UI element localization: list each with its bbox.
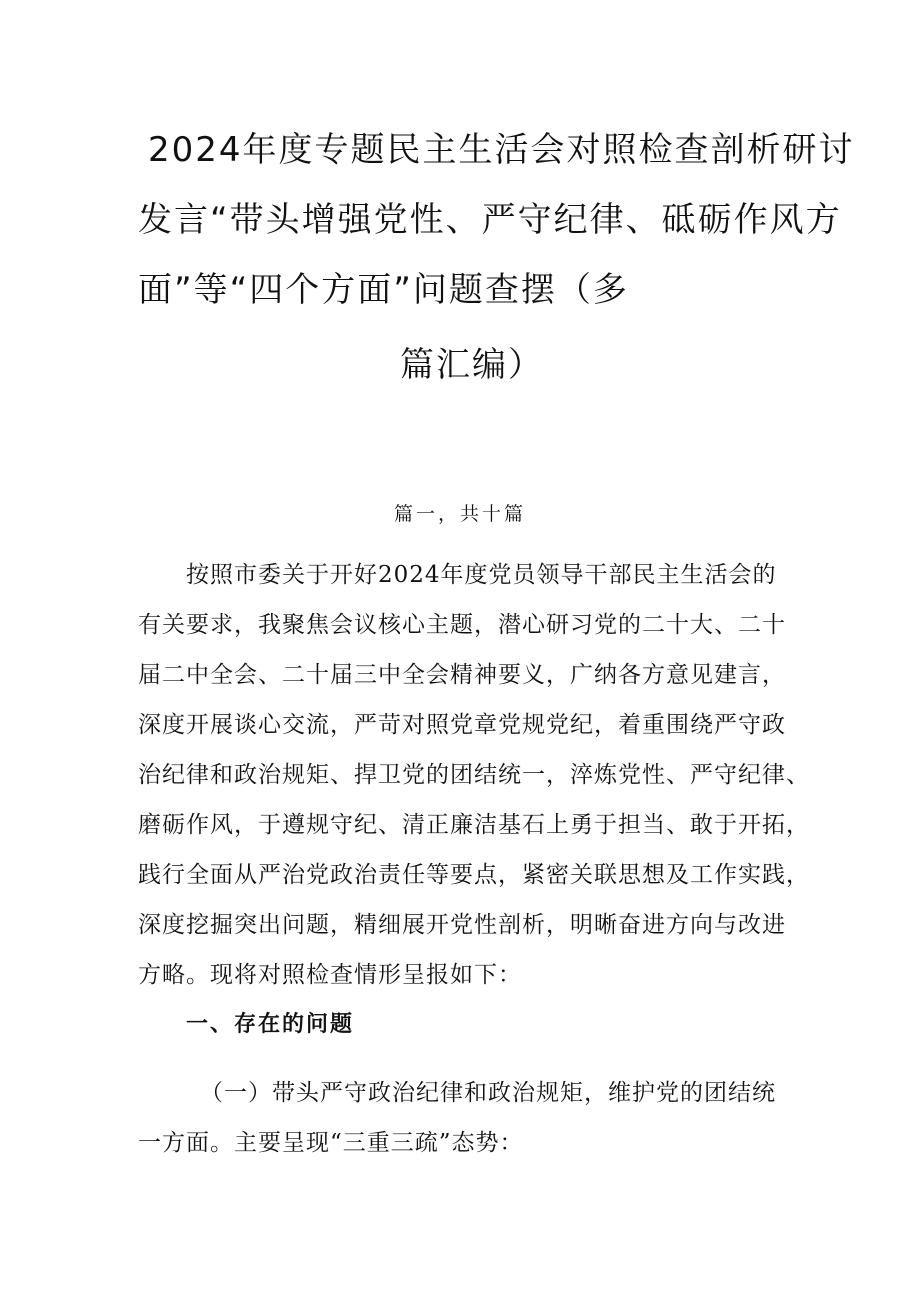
intro-line-7: 践行全面从严治党政治责任等要点，紧密关联思想及工作实践， <box>138 862 810 888</box>
section-heading-problems: 一、存在的问题 <box>186 1012 355 1037</box>
intro-line-6: 磨砺作风，于遵规守纪、清正廉洁基石上勇于担当、敢于开拓， <box>138 812 810 838</box>
document-title-line-1: 2024年度专题民主生活会对照检查剖析研讨 <box>148 130 855 170</box>
document-title-line-3: 面”等“四个方面”问题查摆（多 <box>138 270 629 310</box>
sub-paragraph-line-1: （一）带头严守政治纪律和政治规矩，维护党的团结统 <box>200 1080 776 1106</box>
intro-line-1: 按照市委关于开好2024年度党员领导干部民主生活会的 <box>186 562 777 588</box>
sub-paragraph-line-2: 一方面。主要呈现“三重三疏”态势： <box>138 1130 524 1156</box>
document-title-line-4: 篇汇编） <box>400 345 544 385</box>
intro-line-5: 治纪律和政治规矩、捍卫党的团结统一，淬炼党性、严守纪律、 <box>138 762 810 788</box>
intro-line-2: 有关要求，我聚焦会议核心主题，潜心研习党的二十大、二十 <box>138 612 786 638</box>
intro-line-4: 深度开展谈心交流，严苛对照党章党规党纪，着重围绕严守政 <box>138 712 786 738</box>
intro-line-9: 方略。现将对照检查情形呈报如下： <box>138 962 522 988</box>
part-subheading: 篇一，共十篇 <box>393 503 526 525</box>
intro-line-3: 届二中全会、二十届三中全会精神要义，广纳各方意见建言， <box>138 662 786 688</box>
intro-line-8: 深度挖掘突出问题，精细展开党性剖析，明晰奋进方向与改进 <box>138 912 786 938</box>
document-title-line-2: 发言“带头增强党性、严守纪律、砥砺作风方 <box>138 200 842 240</box>
